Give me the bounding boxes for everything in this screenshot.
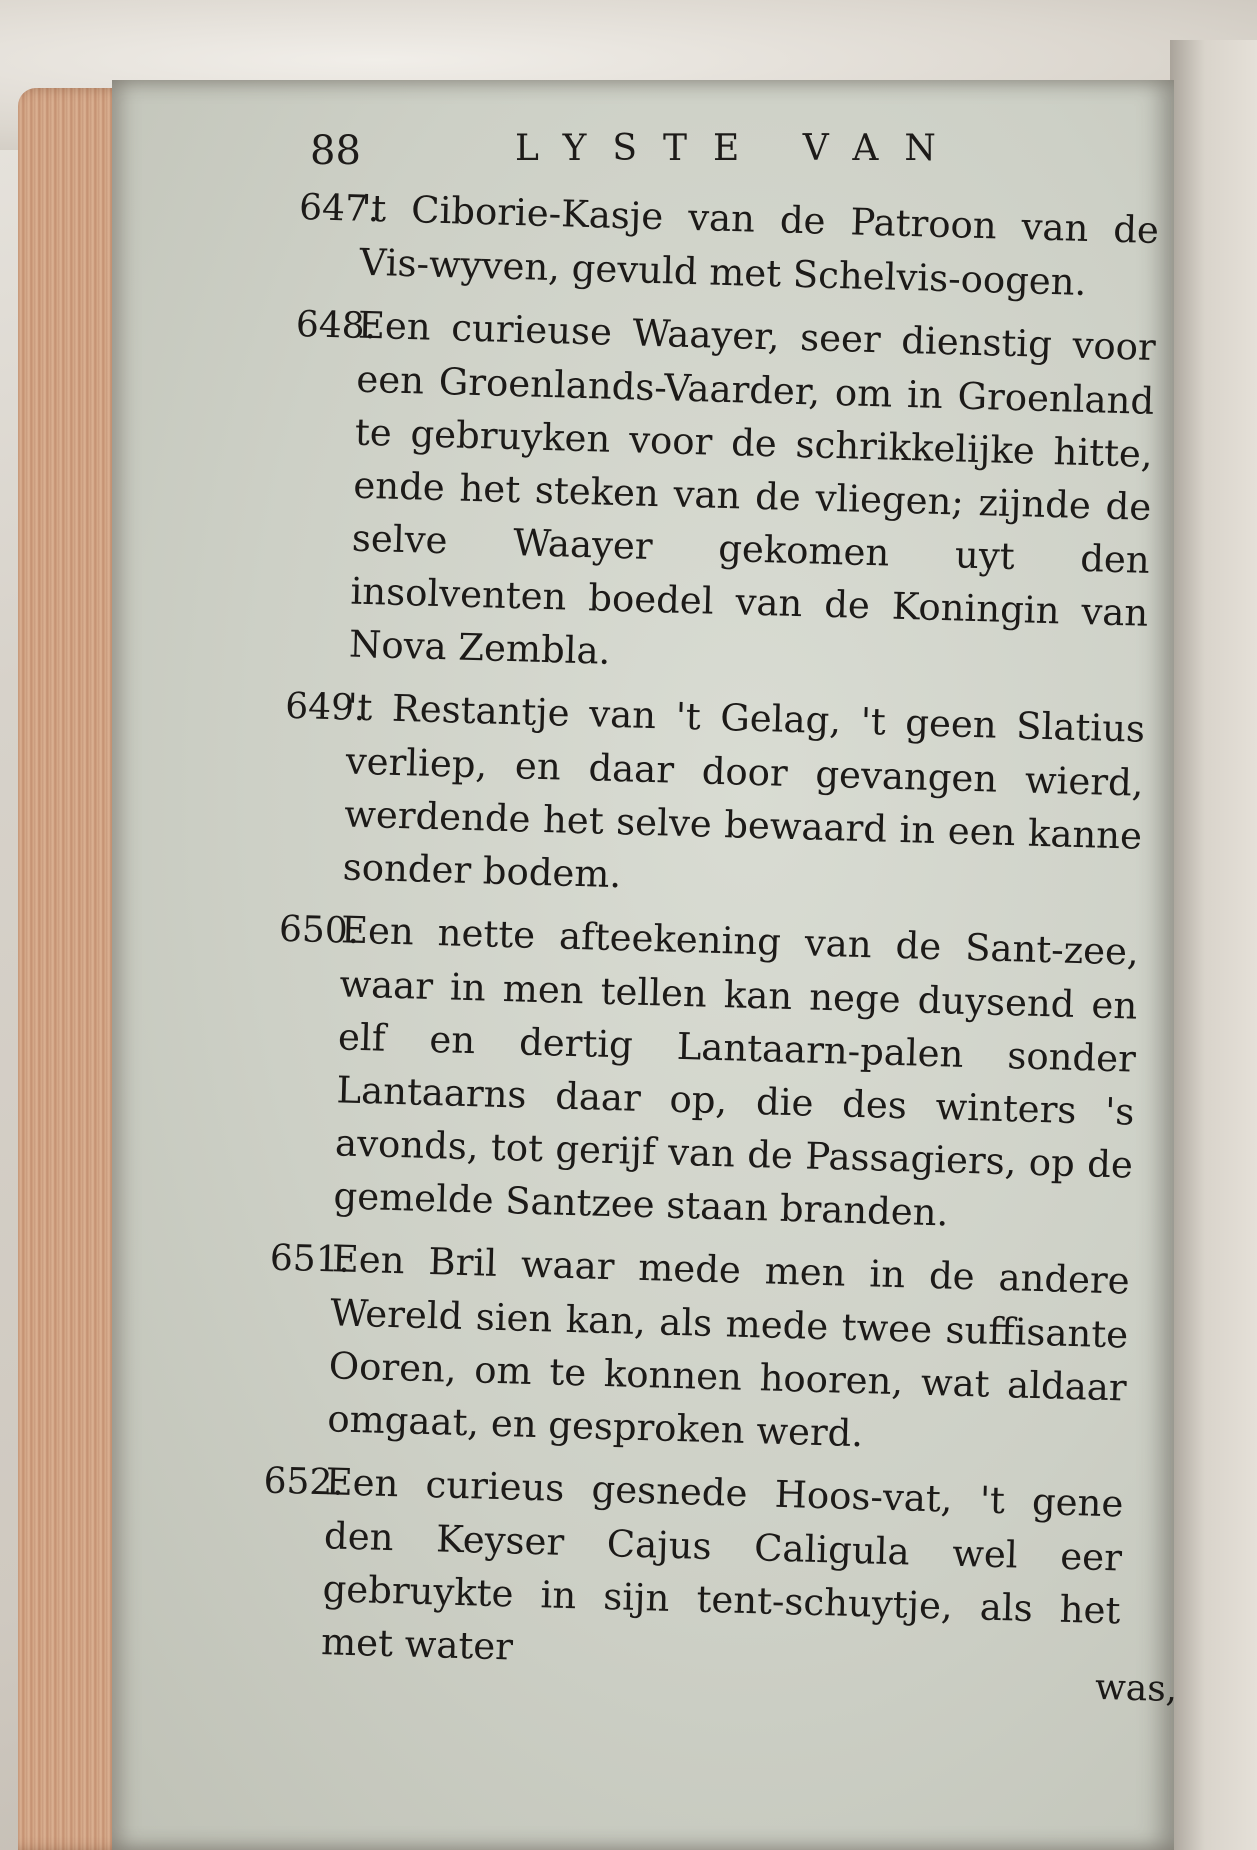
entry-text: 't Restantje van 't Gelag, 't geen Slatius verliep, en daar door gevangen wierd, werdende het selve bewaard in een kanne sonder bodem. [342, 685, 1146, 897]
entry-text: Een Bril waar mede men in de andere Wereld sien kan, als mede twee suffisante Ooren, om te konnen hooren, wat aldaar omgaat, en gesproken werd. [326, 1237, 1131, 1456]
entry-number: 649. [284, 685, 366, 730]
page-header [310, 128, 1010, 178]
list-item [280, 679, 1146, 916]
catchword: was, [1094, 1666, 1178, 1711]
entry-number: 650. [278, 908, 360, 952]
list-item [286, 297, 1156, 693]
entry-text: 't Ciborie-Kasje van de Patroon van de Vis-wyven, gevuld met Schelvis-oogen. [359, 186, 1160, 304]
entry-list [258, 180, 1159, 1700]
entry-number: 652. [263, 1460, 345, 1504]
list-item [297, 180, 1160, 311]
entry-number: 647. [298, 186, 380, 231]
entry-number: 651. [269, 1237, 351, 1281]
running-head: LYSTE VAN [515, 128, 962, 169]
entry-number: 648. [295, 303, 377, 348]
list-item [271, 902, 1140, 1245]
entry-text: Een curieus gesnede Hoos-vat, 't gene den Keyser Cajus Caligula wel eer gebruykte in sijn tent-schuytje, als het met water [320, 1460, 1124, 1669]
entry-text: Een curieuse Waayer, seer dienstig voor een Groenlands-Vaarder, om in Groenland te gebruyken voor de schrikkelijke hitte, ende het steken van de vliegen; zijnde de selve Waayer gekomen uyt den insolventen boedel van de Koningin van Nova Zembla. [348, 303, 1157, 673]
entry-text: Een nette afteekening van de Sant-zee, waar in men tellen kan nege duysend en elf en dertig Lantaarn-palen sonder Lantaarns daar op, die des winters 's avonds, tot gerijf van de Passagiers, op de gemelde Santzee staan branden. [333, 908, 1140, 1235]
list-item [265, 1231, 1131, 1468]
facing-page-edge [1170, 40, 1257, 1850]
list-item [258, 1454, 1124, 1691]
page-number: 88 [310, 128, 361, 174]
